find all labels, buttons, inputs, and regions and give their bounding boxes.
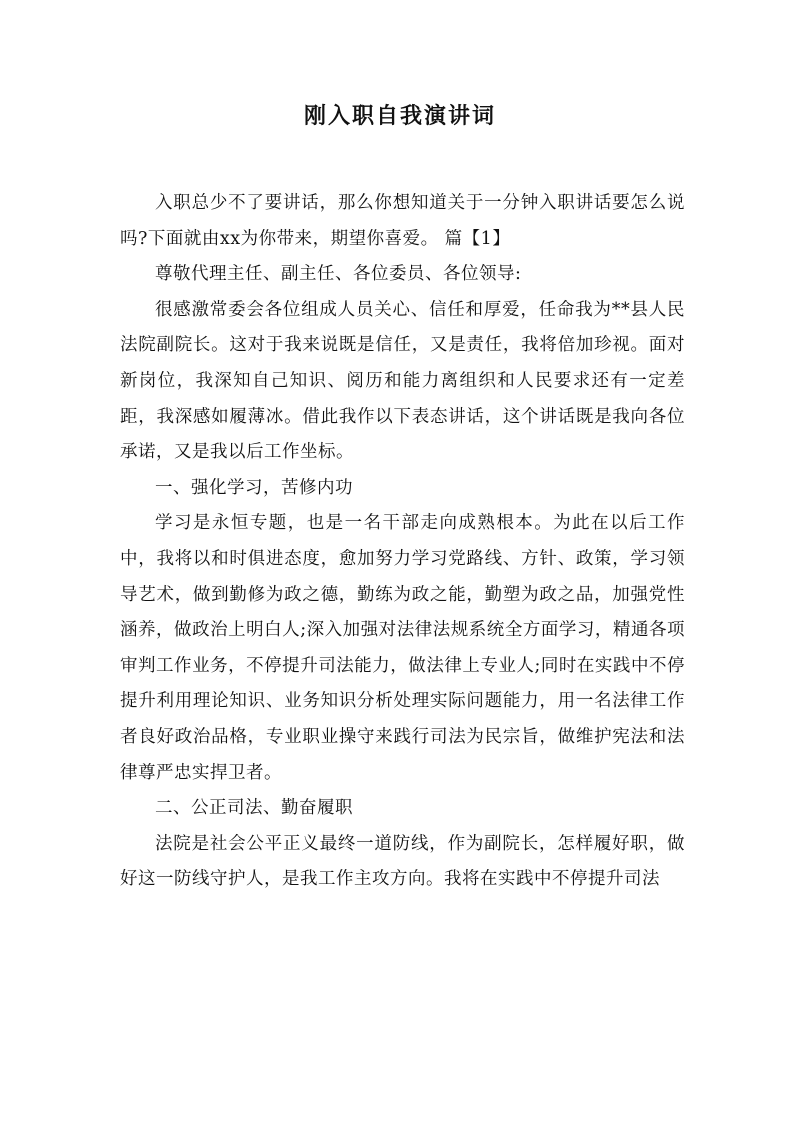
document-body: [120, 186, 685, 898]
paragraph-study: 学习是永恒专题，也是一名干部走向成熟根本。为此在以后工作中，我将以和时俱进态度，愈加努力学习党路线、方针、政策，学习领导艺术，做到勤修为政之德，勤练为政之能，勤塑为政之品，加强党性涵养，做政治上明白人;深入加强对法律法规系统全方面学习，精通各项审判工作业务，不停提升司法能力，做法律上专业人;同时在实践中不停提升利用理论知识、业务知识分析处理实际问题能力，用一名法律工作者良好政治品格，专业职业操守来践行司法为民宗旨，做维护宪法和法律尊严忠实捍卫者。: [120, 513, 685, 783]
paragraph-justice: 法院是社会公平正义最终一道防线，作为副院长，怎样履好职，做好这一防线守护人，是我工作主攻方向。我将在实践中不停提升司法: [120, 833, 685, 890]
paragraph-gratitude: 很感激常委会各位组成人员关心、信任和厚爱，任命我为**县人民法院副院长。这对于我来说既是信任，又是责任，我将倍加珍视。面对新岗位，我深知自己知识、阅历和能力离组织和人民要求还有一定差距，我深感如履薄冰。借此我作以下表态讲话，这个讲话既是我向各位承诺，又是我以后工作坐标。: [120, 299, 685, 463]
paragraph-salutation: 尊敬代理主任、副主任、各位委员、各位领导:: [155, 264, 522, 285]
paragraph-intro: 入职总少不了要讲话，那么你想知道关于一分钟入职讲话要怎么说吗?下面就由xx为你带来，期望你喜爱。 篇【1】: [120, 193, 685, 249]
section-heading-2: 二、公正司法、勤奋履职: [155, 798, 353, 819]
section-heading-1: 一、强化学习，苦修内功: [155, 477, 353, 498]
document-title: 刚入职自我演讲词: [303, 103, 496, 129]
